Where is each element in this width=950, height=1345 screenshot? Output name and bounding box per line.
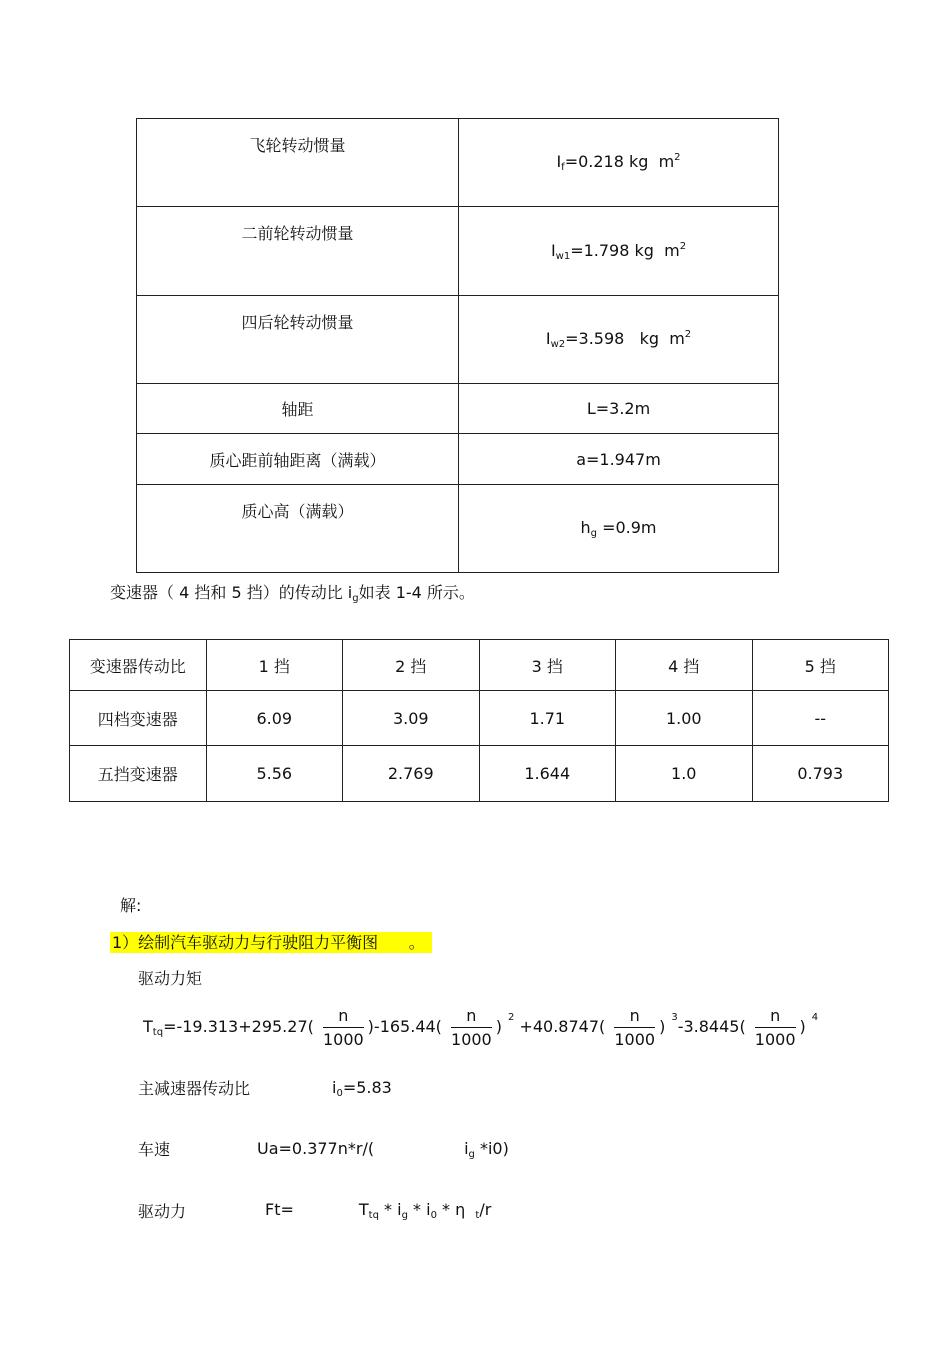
param-label: 质心高（满载）: [137, 485, 459, 573]
param-label: 质心距前轴距离（满载）: [137, 434, 459, 485]
speed-formula: Ua=0.377n*r/( $i_g$ *i0): [257, 1139, 509, 1160]
param-label: 二前轮转动惯量: [137, 207, 459, 296]
column-header: 变速器传动比: [70, 640, 207, 691]
driving-force-formula: $Ft= T_{tq} * i_g * i_0 * \eta$ $_t$/r: [265, 1200, 492, 1221]
gear-ratio-table: [69, 639, 889, 802]
param-value: $I_f=0.218$ kg $m^2$: [459, 119, 779, 207]
column-header: 1 挡: [206, 640, 343, 691]
table-row: [137, 296, 779, 384]
torque-formula: $T_{tq}=-19.313+295.27$( $\frac{n}{1000}$ )-165.44( $\frac{n}{1000}$ ) $^2$ +40.8747( $\frac{n}{1000}$ ) $^3$-3.8445( $\frac{n}{1000}$ ) $^4$: [143, 1006, 819, 1049]
table-row: [70, 746, 889, 802]
table-row: [137, 384, 779, 434]
table-cell: 3.09: [343, 691, 480, 746]
fraction: $\frac{n}{1000}$: [614, 1006, 656, 1049]
table-cell: 0.793: [752, 746, 889, 802]
driving-force-label: 驱动力: [138, 1202, 187, 1221]
column-header: 5 挡: [752, 640, 889, 691]
step-1-heading: 1）绘制汽车驱动力与行驶阻力平衡图 。: [110, 930, 432, 953]
final-drive-ratio-value: $i_0=5.83$: [332, 1078, 392, 1099]
column-header: 4 挡: [616, 640, 753, 691]
param-label: 轴距: [137, 384, 459, 434]
param-value: $h_g =0.9m$: [459, 485, 779, 573]
table-row: [137, 119, 779, 207]
table-row: [137, 434, 779, 485]
speed-label: 车速: [138, 1140, 171, 1159]
table-cell: 1.644: [479, 746, 616, 802]
table-cell: 四档变速器: [70, 691, 207, 746]
fraction: $\frac{n}{1000}$: [322, 1006, 364, 1049]
param-value: $I_{w2}=3.598$ kg $m^2$: [459, 296, 779, 384]
table-cell: 1.0: [616, 746, 753, 802]
table-cell: 2.769: [343, 746, 480, 802]
table-cell: 6.09: [206, 691, 343, 746]
table-row: [137, 485, 779, 573]
table-header-row: [70, 640, 889, 691]
param-value: L=3.2m: [459, 384, 779, 434]
table-row: [137, 207, 779, 296]
param-value: $I_{w1}=1.798$ kg $m^2$: [459, 207, 779, 296]
table-row: [70, 691, 889, 746]
param-label: 飞轮转动惯量: [137, 119, 459, 207]
table-cell: --: [752, 691, 889, 746]
table-caption: 变速器（ 4 挡和 5 挡）的传动比 $i_g$如表 1-4 所示。: [110, 583, 475, 604]
solution-heading: 解:: [120, 896, 142, 915]
param-value: a=1.947m: [459, 434, 779, 485]
torque-label: 驱动力矩: [138, 969, 203, 988]
table-cell: 1.71: [479, 691, 616, 746]
final-drive-ratio-label: 主减速器传动比: [138, 1079, 251, 1098]
parameter-table: [136, 118, 779, 573]
fraction: $\frac{n}{1000}$: [451, 1006, 492, 1049]
table-cell: 1.00: [616, 691, 753, 746]
table-cell: 5.56: [206, 746, 343, 802]
column-header: 3 挡: [479, 640, 616, 691]
param-label: 四后轮转动惯量: [137, 296, 459, 384]
column-header: 2 挡: [343, 640, 480, 691]
table-cell: 五挡变速器: [70, 746, 207, 802]
fraction: $\frac{n}{1000}$: [754, 1006, 796, 1049]
